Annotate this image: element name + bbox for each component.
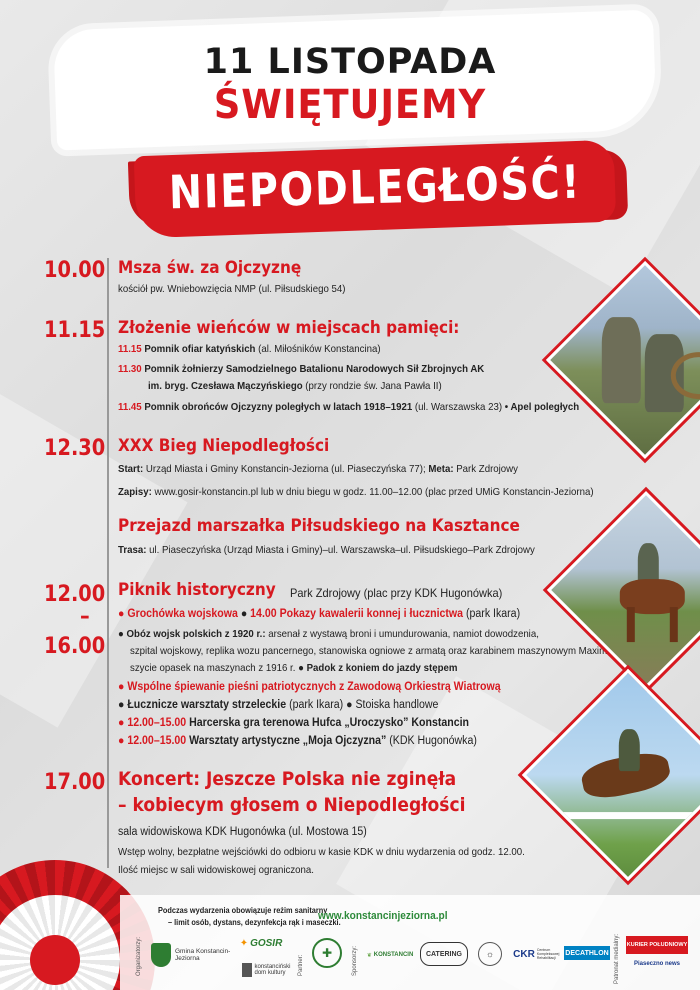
logo-catering-text: CATERING: [425, 950, 463, 958]
logo-kurier: [626, 936, 688, 954]
concert-info-2: Ilość miejsc w sali widowiskowej ograniczona.: [118, 864, 314, 876]
photo-cavalry-rider: [547, 491, 700, 689]
run-start-value: Urząd Miasta i Gminy Konstancin-Jeziorna (ul. Piaseczyńska 77);: [145, 463, 426, 475]
logo-partner-emblem: [312, 938, 342, 968]
mass-title: Msza św. za Ojczyznę: [118, 258, 302, 278]
logo-ckr-sub: Centrum Kompleksowej Rehabilitacji: [536, 948, 560, 960]
picnic-line-4: szycie opasek na maszynach z 1916 r. ● Padok z koniem do jazdy stępem: [130, 662, 458, 674]
wreaths-item-3: [118, 401, 579, 413]
wreaths-item-1-place: (al. Miłośników Konstancina): [258, 343, 381, 355]
picnic-l7a: 12.00–15.00: [127, 717, 187, 729]
logo-catering: [420, 942, 468, 966]
logo-konstancin: [364, 946, 416, 964]
run-time: 12.30: [44, 436, 106, 461]
timeline-divider: [107, 258, 109, 868]
picnic-line-7: ● 12.00–15.00 Harcerska gra terenowa Hufca „Uroczysko” Konstancin: [118, 717, 470, 729]
run-meta-value: Park Zdrojowy: [456, 463, 518, 475]
wreaths-item-3-place: (ul. Warszawska 23): [414, 401, 503, 413]
picnic-place: Park Zdrojowy (plac przy KDK Hugonówka): [290, 586, 503, 600]
gmina-crest-icon: [151, 943, 171, 967]
mass-location: kościół pw. Wniebowzięcia NMP (ul. Piłsudskiego 54): [118, 283, 346, 295]
picnic-l5: Wspólne śpiewanie pieśni patriotycznych z Zawodową Orkiestrą Wiatrową: [127, 681, 501, 693]
gosir-runner-icon: ✦: [239, 937, 249, 949]
photo-soldiers-cannon: [546, 261, 700, 459]
emblem-icon: ✚: [321, 946, 333, 960]
wreaths-item-3-name: Pomnik obrońców Ojczyzny poległych w latach 1918–1921: [144, 401, 413, 413]
picnic-line-3: szpital wojskowy, replika wozu pancernego, stanowiska ogniowe z armatą oraz karabinem maszynowym Maxim;: [130, 645, 610, 657]
ride-title: Przejazd marszałka Piłsudskiego na Kasztance: [118, 516, 520, 536]
header-celebrate: ŚWIĘTUJEMY: [213, 82, 487, 128]
logo-gosir: [238, 934, 284, 952]
ride-route-value: ul. Piaseczyńska (Urząd Miasta i Gminy)–ul. Warszawska–ul. Piłsudskiego–Park Zdrojowy: [149, 544, 535, 556]
logo-ckr: [514, 944, 558, 964]
picnic-line-1: ● Grochówka wojskowa ● 14.00 Pokazy kawalerii konnej i łucznictwa (park Ikara): [118, 608, 521, 620]
header-main-title: NIEPODLEGŁOŚĆ!: [168, 154, 582, 220]
concert-info-1: Wstęp wolny, bezpłatne wejściówki do odbioru w kasie KDK w dniu wydarzenia od godz. 12.00.: [118, 846, 525, 858]
picnic-l2a: Obóz wojsk polskich z 1920 r.:: [126, 628, 266, 640]
picnic-line-2: ● Obóz wojsk polskich z 1920 r.: arsenał z wystawą broni i umundurowania, namiot dowodzenia,: [118, 628, 539, 640]
wreaths-item-1-name: Pomnik ofiar katyńskich: [144, 343, 256, 355]
run-reg-label: Zapisy:: [118, 486, 152, 498]
kdk-icon: [242, 963, 252, 977]
footer-sanitary-2: – limit osób, dystans, dezynfekcja rąk i maseczki.: [168, 918, 341, 927]
wreaths-item-1: [118, 343, 381, 355]
concert-title-2: – kobiecym głosem o Niepodległości: [118, 794, 466, 816]
concert-time: 17.00: [44, 770, 106, 795]
picnic-l6b: (park Ikara): [289, 699, 344, 711]
picnic-l7b: Harcerska gra terenowa Hufca „Uroczysko” Konstancin: [189, 717, 470, 729]
logo-decathlon: [564, 946, 610, 960]
picnic-line-8: ● 12.00–15.00 Warsztaty artystyczne „Moja Ojczyzna” (KDK Hugonówka): [118, 735, 477, 747]
picnic-l6a: Łucznicze warsztaty strzeleckie: [127, 699, 287, 711]
footer-sponsors-label: Sponsorzy:: [352, 945, 358, 976]
logo-gosir-text: GOSIR: [250, 937, 283, 949]
logo-gmina-text: Gmina Konstancin-Jeziorna: [175, 948, 231, 962]
logo-kdk-text: konstanciński dom kultury: [254, 964, 291, 976]
picnic-title: Piknik historyczny: [118, 580, 276, 600]
badge-icon: ☼: [485, 949, 495, 959]
run-title: XXX Bieg Niepodległości: [118, 436, 330, 456]
wreaths-item-2-time: 11.30: [118, 363, 142, 375]
logo-round-badge: [478, 942, 502, 966]
picnic-l1a: Grochówka wojskowa: [127, 608, 238, 620]
picnic-line-5: ● Wspólne śpiewanie pieśni patriotycznych z Zawodową Orkiestrą Wiatrową: [118, 681, 501, 693]
picnic-line-6: ● Łucznicze warsztaty strzeleckie (park Ikara) ● Stoiska handlowe: [118, 699, 439, 711]
run-registration: [118, 486, 594, 498]
wreaths-item-1-time: 11.15: [118, 343, 142, 355]
wreaths-item-2: [118, 363, 484, 375]
picnic-l8b: Warsztaty artystyczne „Moja Ojczyzna”: [189, 735, 387, 747]
wreaths-item-3-time: 11.45: [118, 401, 142, 413]
picnic-l1c: (park Ikara): [466, 608, 521, 620]
footer-website[interactable]: www.konstancinjeziorna.pl: [318, 910, 448, 922]
footer-organizers-label: Organizatorzy:: [136, 936, 142, 976]
picnic-l8a: 12.00–15.00: [127, 735, 187, 747]
logo-konstancin-text: KONSTANCIN: [373, 952, 414, 958]
picnic-time-start: 12.00: [44, 582, 106, 607]
wreaths-item-2-cont: [148, 380, 442, 392]
logo-kdk: [240, 956, 292, 984]
picnic-time-dash: –: [80, 604, 90, 629]
picnic-l4b: Padok z koniem do jazdy stępem: [306, 662, 458, 674]
footer-sanitary-1: Podczas wydarzenia obowiązuje reżim sanitarny: [158, 906, 328, 915]
run-reg-value: www.gosir-konstancin.pl lub w dniu biegu w godz. 11.00–12.00 (plac przed UMiG Konstancin-Jeziorna): [154, 486, 594, 498]
header-date: 11 LISTOPADA: [203, 42, 497, 82]
picnic-l4a: szycie opasek na maszynach z 1916 r.: [130, 662, 296, 674]
logo-decathlon-text: DECATHLON: [565, 949, 609, 957]
ride-route: [118, 544, 535, 556]
mass-time: 10.00: [44, 258, 106, 283]
picnic-time-end: 16.00: [44, 634, 106, 659]
wreaths-time: 11.15: [44, 318, 106, 343]
wreaths-title: Złożenie wieńców w miejscach pamięci:: [118, 318, 460, 338]
run-meta-label: Meta:: [428, 463, 454, 475]
picnic-l6c: Stoiska handlowe: [355, 699, 439, 711]
wreaths-item-2-name: Pomnik żołnierzy Samodzielnego Batalionu Narodowych Sił Zbrojnych AK: [144, 363, 485, 375]
footer-partner-label: Partner:: [298, 954, 304, 976]
wreaths-item-2-name2: im. bryg. Czesława Mączyńskiego: [148, 380, 303, 392]
picnic-l2b: arsenał z wystawą broni i umundurowania, namiot dowodzenia,: [268, 628, 539, 640]
logo-piaseczno: [626, 958, 688, 970]
concert-title-1: Koncert: Jeszcze Polska nie zginęła: [118, 768, 457, 790]
ride-route-label: Trasa:: [118, 544, 147, 556]
footer-media-label: Patronat medialny:: [614, 933, 620, 984]
logo-ckr-text: CKR: [513, 948, 535, 960]
concert-place: sala widowiskowa KDK Hugonówka (ul. Mostowa 15): [118, 826, 367, 838]
picnic-l1b: 14.00 Pokazy kawalerii konnej i łucznictwa: [250, 608, 464, 620]
logo-gmina: [146, 938, 236, 972]
logo-piaseczno-text: Piaseczno news: [633, 961, 681, 967]
wreaths-item-3-extra: • Apel poległych: [504, 401, 580, 413]
picnic-l8c: (KDK Hugonówka): [389, 735, 477, 747]
logo-kurier-text: KURIER POŁUDNIOWY: [626, 942, 688, 948]
wreaths-item-2-place: (przy rondzie św. Jana Pawła II): [305, 380, 442, 392]
run-start-label: Start:: [118, 463, 144, 475]
run-start: [118, 463, 518, 475]
konstancin-leaf-icon: ❦: [366, 952, 372, 959]
